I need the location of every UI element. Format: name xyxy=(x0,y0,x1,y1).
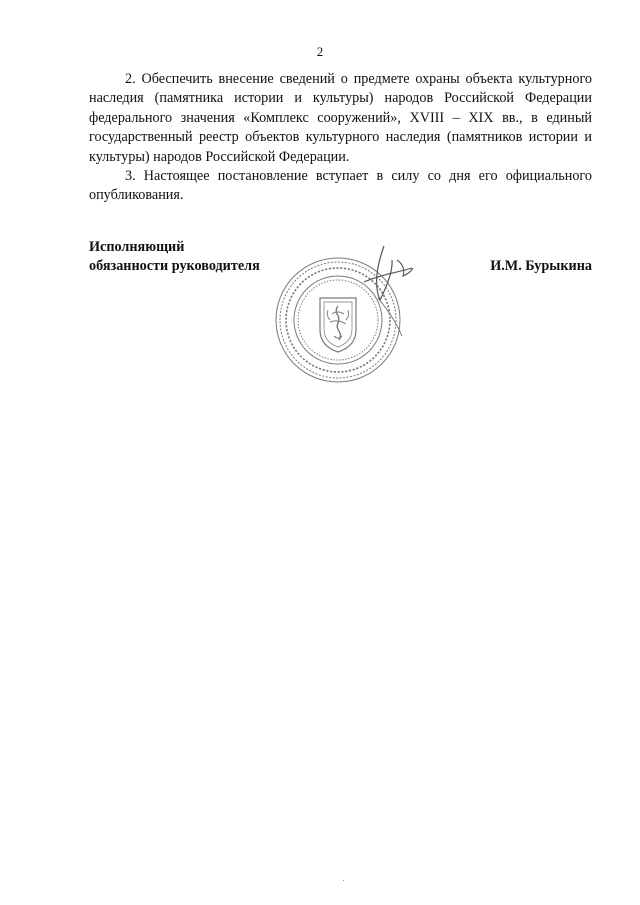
signer-title-line-2: обязанности руководителя xyxy=(89,258,260,275)
official-seal-stamp-icon xyxy=(262,238,424,388)
paragraph-item-3: 3. Настоящее постановление вступает в силу со дня его официального опубликования. xyxy=(89,168,592,204)
signature-block xyxy=(89,238,592,388)
scan-speck xyxy=(343,880,344,881)
signer-name: И.М. Бурыкина xyxy=(490,258,592,275)
signer-title xyxy=(89,238,260,277)
paragraph-item-2: 2. Обеспечить внесение сведений о предмете охраны объекта культурного наследия (памятника истории и культуры) народов Российской Федерации федерального значения «Комплекс сооружений», XVIII – XIX вв., в единый государственный реестр объектов культурного наследия (памятников истории и культуры) народов Российской Федерации. xyxy=(89,71,592,165)
page-number: 2 xyxy=(316,44,324,59)
body-text xyxy=(89,70,592,206)
signer-title-line-1: Исполняющий xyxy=(89,239,185,255)
